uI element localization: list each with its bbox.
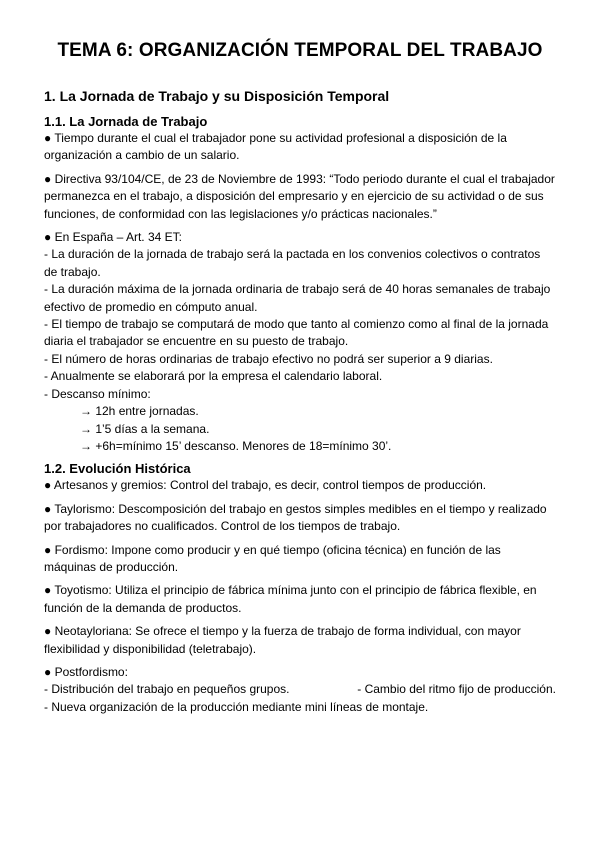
list-item: - El tiempo de trabajo se computará de modo que tanto al comienzo como al final de la jornada diaria el trabajador se encuentre en su puesto de trabajo. <box>44 317 549 349</box>
page-title: TEMA 6: ORGANIZACIÓN TEMPORAL DEL TRABAJO <box>57 40 543 61</box>
paragraph: ● Toyotismo: Utiliza el principio de fábrica mínima junto con el principio de fábrica flexible, en función de la demanda de productos. <box>44 583 537 615</box>
subsection-heading: 1.1. La Jornada de Trabajo <box>44 114 208 129</box>
list-item: - El número de horas ordinarias de trabajo efectivo no podrá ser superior a 9 diarias. <box>44 351 493 366</box>
list-item: - La duración de la jornada de trabajo será la pactada en los convenios colectivos o contratos de trabajo. <box>44 247 541 279</box>
paragraph: ● Postfordismo: <box>44 664 128 679</box>
list-item: - Descanso mínimo: <box>44 386 151 401</box>
section-heading: 1. La Jornada de Trabajo y su Disposición Temporal <box>44 88 390 104</box>
paragraph: ● Fordismo: Impone como producir y en qué tiempo (oficina técnica) en función de las máquinas de producción. <box>44 542 501 574</box>
paragraph: ● En España – Art. 34 ET: <box>44 230 182 245</box>
list-item: - Cambio del ritmo fijo de producción. <box>357 682 556 697</box>
list-item: → 1’5 días a la semana. <box>80 421 210 436</box>
list-item: - La duración máxima de la jornada ordinaria de trabajo será de 40 horas semanales de trabajo efectivo de promedio en cómputo anual. <box>44 282 551 314</box>
subsection-heading: 1.2. Evolución Histórica <box>44 461 191 477</box>
list-item: - Anualmente se elaborará por la empresa el calendario laboral. <box>44 369 383 384</box>
paragraph: ● Taylorismo: Descomposición del trabajo en gestos simples medibles en el tiempo y realizado por trabajadores no cualificados. Control de los tiempos de trabajo. <box>44 501 547 534</box>
paragraph: ● Neotayloriana: Se ofrece el tiempo y la fuerza de trabajo de forma individual, con mayor flexibilidad y disponibilidad (teletrabajo). <box>44 624 521 656</box>
list-item: - Nueva organización de la producción mediante mini líneas de montaje. <box>44 699 429 714</box>
paragraph: ● Directiva 93/104/CE, de 23 de Noviembre de 1993: “Todo periodo durante el cual el trabajador permanezca en el trabajo, a disposición del empresario y en ejercicio de su actividad o de sus funciones, de conformidad con las legislaciones y/o prácticas nacionales.” <box>44 171 555 221</box>
list-item: → +6h=mínimo 15’ descanso. Menores de 18=mínimo 30’. <box>80 438 392 453</box>
list-item: → 12h entre jornadas. <box>80 404 199 419</box>
paragraph: ● Tiempo durante el cual el trabajador pone su actividad profesional a disposición de la organización a cambio de un salario. <box>44 131 507 163</box>
list-row <box>44 681 556 698</box>
paragraph: ● Artesanos y gremios: Control del trabajo, es decir, control tiempos de producción. <box>44 478 487 493</box>
list-item: - Distribución del trabajo en pequeños grupos. <box>44 682 290 697</box>
